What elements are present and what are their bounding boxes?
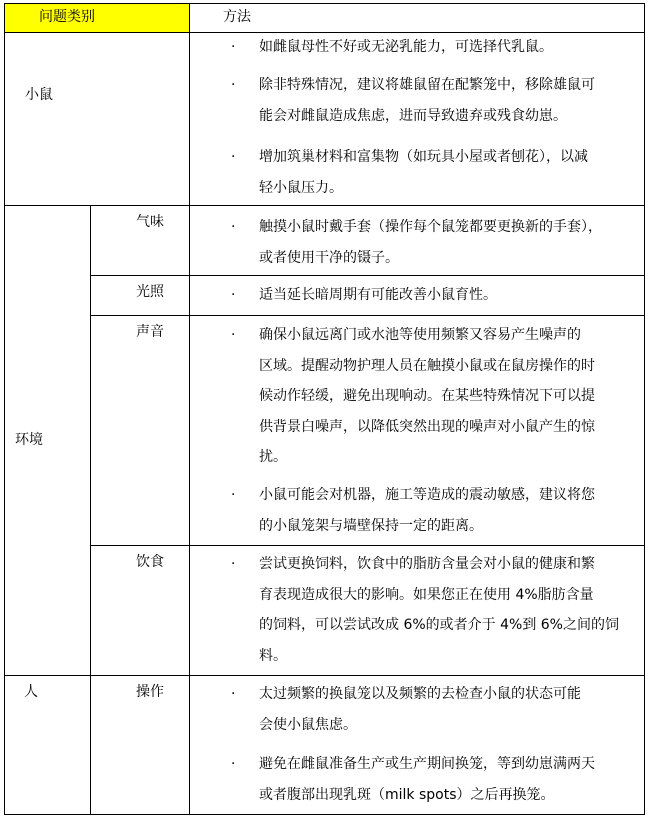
method-text-line: 如雌鼠母性不好或无泌乳能力，可选择代乳鼠。 xyxy=(259,39,553,55)
methods-table xyxy=(4,3,645,815)
row-divider xyxy=(90,315,644,316)
header-category-cell xyxy=(5,4,189,32)
method-text-line: 除非特殊情况，建议将雄鼠留在配繁笼中，移除雄鼠可 xyxy=(259,77,595,93)
method-item xyxy=(259,480,644,541)
subcategory-label: 气味 xyxy=(136,214,164,230)
method-item xyxy=(259,280,644,311)
method-text-line: 育表现造成很大的影响。如果您正在使用 4%脂肪含量 xyxy=(259,586,594,603)
method-text-line: 料。 xyxy=(259,647,287,664)
subcategory-label: 光照 xyxy=(136,284,164,300)
subcategory-label: 声音 xyxy=(136,324,164,340)
method-text-line: 会使小鼠焦虑。 xyxy=(259,716,357,733)
method-item xyxy=(259,32,644,63)
method-text-line: 触摸小鼠时戴手套（操作每个鼠笼都要更换新的手套）， xyxy=(259,219,602,235)
method-text-line: 的饲料，可以尝试改成 6%的或者介于 4%到 6%之间的饲 xyxy=(259,617,619,633)
method-text-line: 确保小鼠远离门或水池等使用频繁又容易产生噪声的 xyxy=(259,327,581,343)
method-text-line: 区域。提醒动物护理人员在触摸小鼠或在鼠房操作的时 xyxy=(259,357,595,374)
method-item xyxy=(259,212,644,273)
row-divider xyxy=(90,275,644,276)
method-item xyxy=(259,142,644,203)
bullet-mark: · xyxy=(231,39,236,55)
method-text-line: 的小鼠笼架与墙壁保持一定的距离。 xyxy=(259,517,483,534)
method-item xyxy=(259,549,644,671)
method-text-line: 扰。 xyxy=(259,449,287,465)
bullet-mark: · xyxy=(231,287,236,303)
method-text-line: 增加筑巢材料和富集物（如玩具小屋或者刨花），以减 xyxy=(259,149,588,165)
method-text-line: 小鼠可能会对机器，施工等造成的震动敏感，建议将您 xyxy=(259,487,595,503)
method-item xyxy=(259,679,644,740)
bullet-mark: · xyxy=(231,756,236,772)
method-text-line: 供背景白噪声，以降低突然出现的噪声对小鼠产生的惊 xyxy=(259,418,595,435)
bullet-mark: · xyxy=(231,77,236,93)
method-text-line: 避免在雌鼠准备生产或生产期间换笼，等到幼崽满两天 xyxy=(259,756,595,772)
method-text-line: 或者使用干净的镊子。 xyxy=(259,249,399,266)
bullet-mark: · xyxy=(231,487,236,503)
subcategory-label: 操作 xyxy=(136,684,164,700)
bullet-mark: · xyxy=(231,149,236,165)
header-category: 问题类别 xyxy=(39,9,95,25)
bullet-mark: · xyxy=(231,219,236,235)
subcategory-label: 饮食 xyxy=(136,554,164,570)
row-divider xyxy=(90,545,644,546)
category-label: 人 xyxy=(24,684,38,700)
method-text-line: 候动作轻缓，避免出现响动。在某些特殊情况下可以提 xyxy=(259,388,595,404)
category-label: 环境 xyxy=(15,432,43,448)
method-text-line: 或者腹部出现乳斑（milk spots）之后再换笼。 xyxy=(259,786,555,803)
bullet-mark: · xyxy=(231,327,236,343)
header-method: 方法 xyxy=(223,9,251,25)
bullet-mark: · xyxy=(231,686,236,702)
column-divider xyxy=(90,205,91,814)
method-text-line: 轻小鼠压力。 xyxy=(259,179,343,196)
method-text-line: 太过频繁的换鼠笼以及频繁的去检查小鼠的状态可能 xyxy=(259,686,581,702)
method-text-line: 能会对雌鼠造成焦虑，进而导致遗弃或残食幼崽。 xyxy=(259,107,567,124)
method-item xyxy=(259,749,644,810)
method-text-line: 适当延长暗周期有可能改善小鼠育性。 xyxy=(259,287,497,303)
row-divider xyxy=(5,205,644,206)
category-label: 小鼠 xyxy=(25,87,53,103)
method-item xyxy=(259,70,644,131)
method-item xyxy=(259,320,644,473)
row-divider xyxy=(5,675,644,676)
method-text-line: 尝试更换饲料，饮食中的脂肪含量会对小鼠的健康和繁 xyxy=(259,556,595,572)
bullet-mark: · xyxy=(231,556,236,572)
column-divider xyxy=(189,4,190,814)
